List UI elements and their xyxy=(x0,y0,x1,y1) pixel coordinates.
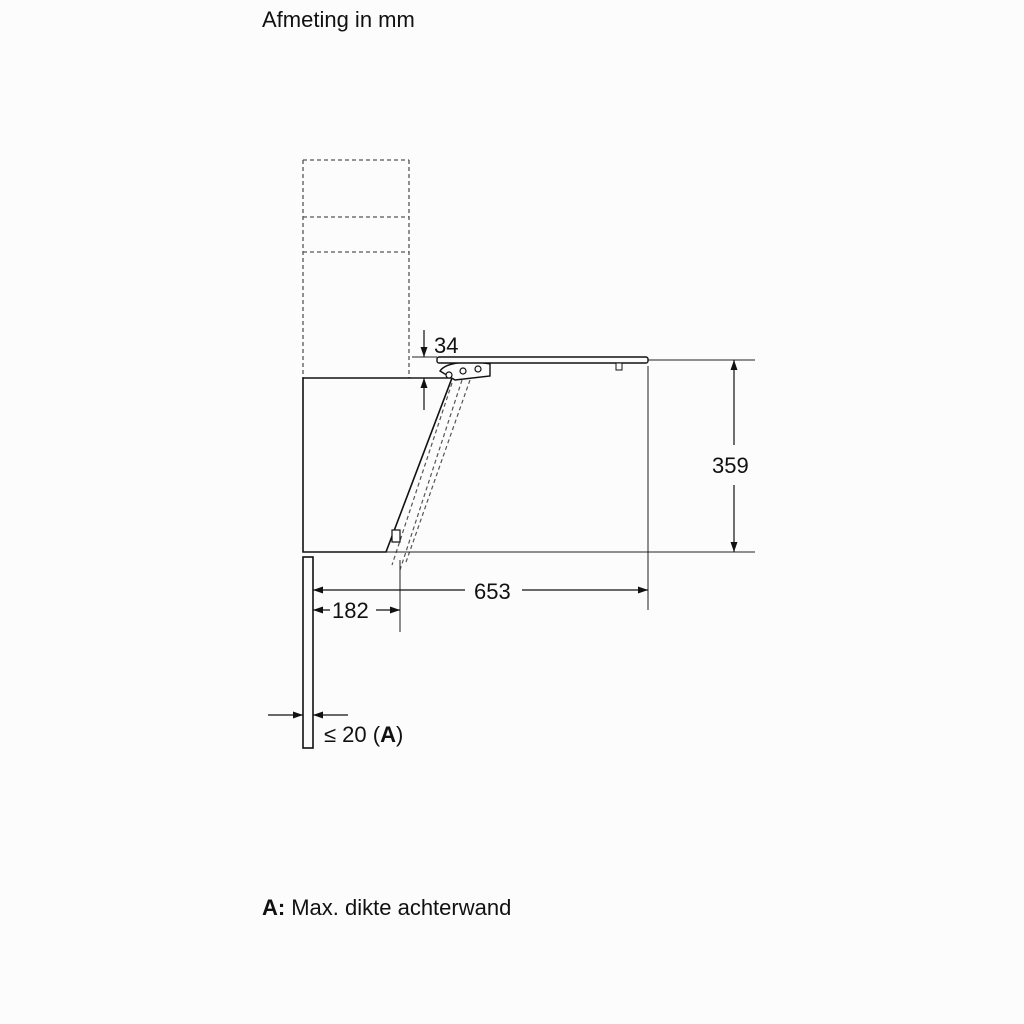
plate-foot xyxy=(616,363,622,370)
dim-wall-label: ≤ 20 (A) xyxy=(324,722,404,747)
dim-34-label: 34 xyxy=(434,333,459,358)
top-plate xyxy=(437,357,648,363)
hood-body xyxy=(303,378,452,552)
page-title: Afmeting in mm xyxy=(262,7,415,32)
legend-key: A: xyxy=(262,895,286,920)
hinge-mount xyxy=(440,362,490,380)
dim-653-label: 653 xyxy=(474,579,511,604)
dim-359-label: 359 xyxy=(712,453,749,478)
panel-clip xyxy=(392,530,400,542)
back-wall xyxy=(303,557,313,748)
chimney-dashed xyxy=(303,160,409,378)
legend-text xyxy=(262,895,511,920)
legend-description: Max. dikte achterwand xyxy=(291,895,512,920)
dim-182-label: 182 xyxy=(332,598,369,623)
